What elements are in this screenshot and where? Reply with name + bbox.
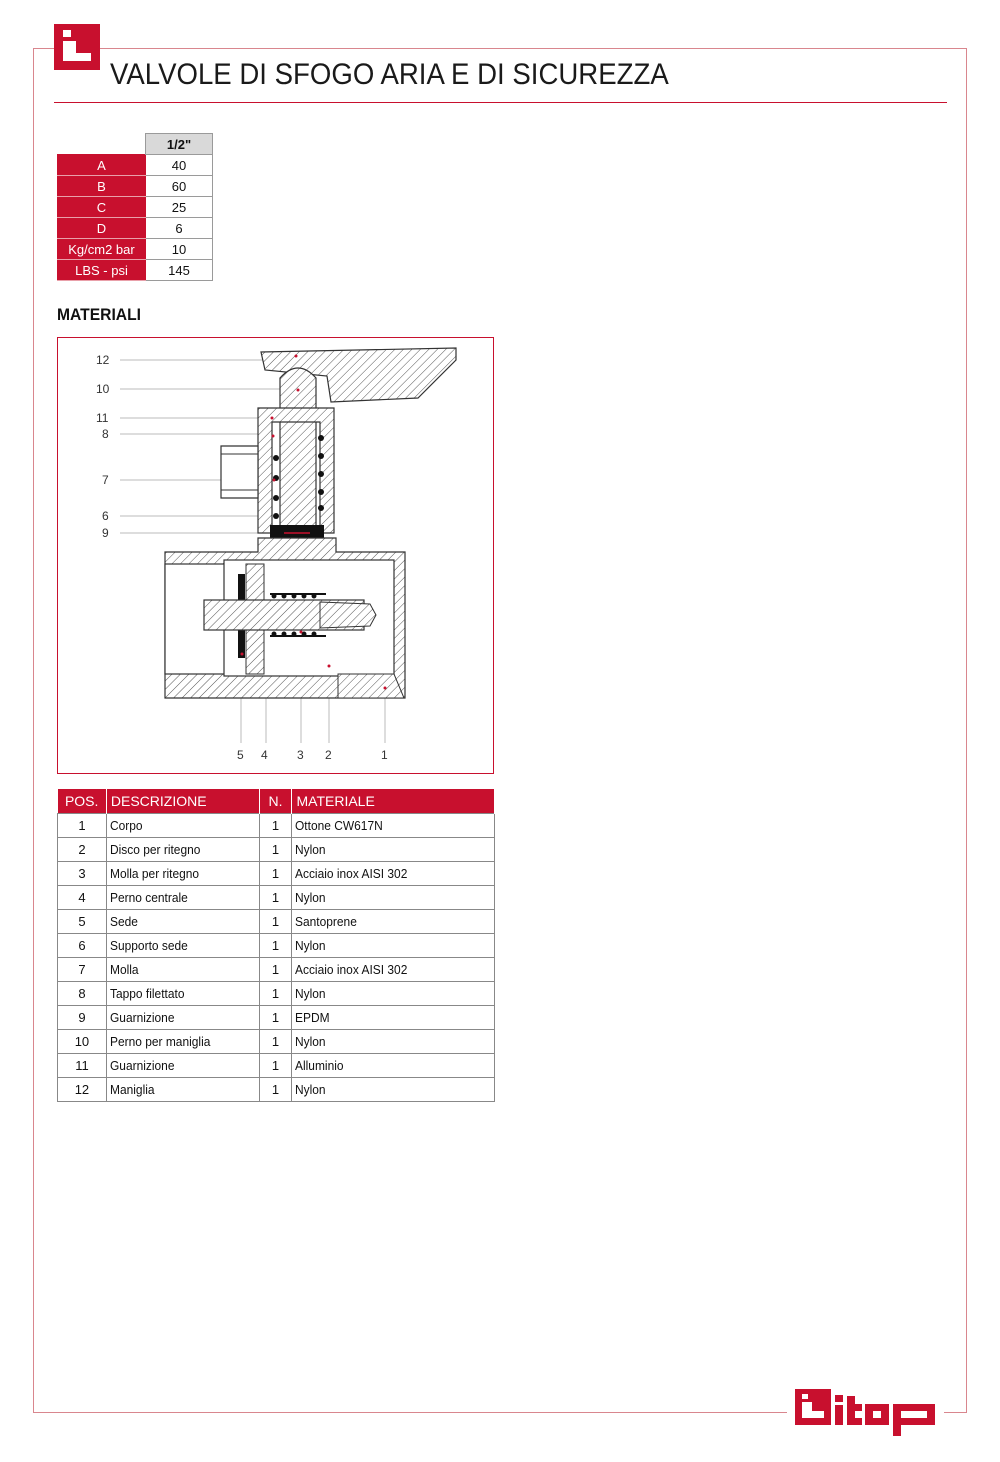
table-row bbox=[58, 886, 495, 910]
qty-cell: 1 bbox=[259, 1006, 292, 1030]
dims-label: Kg/cm2 bar bbox=[58, 239, 146, 260]
pos-cell: 10 bbox=[58, 1030, 107, 1054]
material-cell bbox=[292, 982, 495, 1006]
description-cell bbox=[106, 814, 259, 838]
itap-logo-icon bbox=[795, 1386, 937, 1438]
dims-label: B bbox=[58, 176, 146, 197]
callout-6: 6 bbox=[102, 509, 109, 523]
description-cell bbox=[106, 1078, 259, 1102]
frame-bottom-right bbox=[944, 1412, 967, 1413]
description-text: Maniglia bbox=[109, 1082, 155, 1097]
material-cell bbox=[292, 934, 495, 958]
frame-bottom bbox=[33, 1412, 787, 1413]
description-text: Guarnizione bbox=[109, 1010, 175, 1025]
material-text: Acciaio inox AISI 302 bbox=[295, 866, 408, 881]
frame-top bbox=[100, 48, 967, 49]
table-row bbox=[58, 1030, 495, 1054]
material-text: Santoprene bbox=[295, 914, 358, 929]
dims-row bbox=[58, 260, 213, 281]
qty-cell: 1 bbox=[259, 838, 292, 862]
material-text: Nylon bbox=[295, 1082, 327, 1097]
table-row bbox=[58, 958, 495, 982]
pos-cell: 11 bbox=[58, 1054, 107, 1078]
frame-left bbox=[33, 48, 34, 1412]
callout-12: 12 bbox=[96, 353, 110, 367]
dims-size-header: 1/2" bbox=[146, 134, 213, 155]
pos-cell: 9 bbox=[58, 1006, 107, 1030]
description-text: Molla bbox=[109, 962, 139, 977]
material-text: Nylon bbox=[295, 890, 327, 905]
dims-row bbox=[58, 239, 213, 260]
table-row bbox=[58, 1078, 495, 1102]
pos-cell: 12 bbox=[58, 1078, 107, 1102]
description-text: Perno centrale bbox=[109, 890, 188, 905]
frame-right bbox=[966, 48, 967, 1412]
dims-row bbox=[58, 197, 213, 218]
dims-label: LBS - psi bbox=[58, 260, 146, 281]
pos-cell: 4 bbox=[58, 886, 107, 910]
dims-corner bbox=[58, 134, 146, 155]
material-cell bbox=[292, 1030, 495, 1054]
qty-cell: 1 bbox=[259, 814, 292, 838]
table-row bbox=[58, 1054, 495, 1078]
dims-row bbox=[58, 218, 213, 239]
valve-section-svg bbox=[58, 338, 495, 775]
material-cell bbox=[292, 814, 495, 838]
table-row bbox=[58, 982, 495, 1006]
itap-logo bbox=[795, 1386, 937, 1438]
description-cell bbox=[106, 1030, 259, 1054]
description-cell bbox=[106, 958, 259, 982]
pos-cell: 8 bbox=[58, 982, 107, 1006]
description-cell bbox=[106, 934, 259, 958]
qty-cell: 1 bbox=[259, 1030, 292, 1054]
header-description: DESCRIZIONE bbox=[106, 789, 259, 814]
callout-7: 7 bbox=[102, 473, 109, 487]
dims-value: 40 bbox=[146, 155, 213, 176]
table-row bbox=[58, 1006, 495, 1030]
callout-10: 10 bbox=[96, 382, 110, 396]
brand-logo-icon bbox=[54, 24, 100, 70]
material-cell bbox=[292, 1054, 495, 1078]
dimensions-table bbox=[57, 133, 213, 281]
material-text: Nylon bbox=[295, 1034, 327, 1049]
description-text: Sede bbox=[109, 914, 138, 929]
description-text: Supporto sede bbox=[109, 938, 188, 953]
material-cell bbox=[292, 1006, 495, 1030]
description-cell bbox=[106, 886, 259, 910]
description-cell bbox=[106, 862, 259, 886]
parts-table bbox=[57, 789, 495, 1102]
pos-cell: 2 bbox=[58, 838, 107, 862]
callout-8: 8 bbox=[102, 427, 109, 441]
valve-section-drawing bbox=[57, 337, 494, 774]
dims-value: 60 bbox=[146, 176, 213, 197]
description-text: Corpo bbox=[109, 818, 143, 833]
dims-value: 145 bbox=[146, 260, 213, 281]
description-cell bbox=[106, 910, 259, 934]
qty-cell: 1 bbox=[259, 982, 292, 1006]
callout-5: 5 bbox=[237, 748, 244, 762]
dims-value: 25 bbox=[146, 197, 213, 218]
description-cell bbox=[106, 982, 259, 1006]
title-divider bbox=[54, 102, 947, 103]
callout-3: 3 bbox=[297, 748, 304, 762]
callout-11: 11 bbox=[96, 411, 109, 425]
material-text: EPDM bbox=[295, 1010, 331, 1025]
dims-row bbox=[58, 176, 213, 197]
page-title: VALVOLE DI SFOGO ARIA E DI SICUREZZA bbox=[110, 58, 669, 91]
header-pos: POS. bbox=[58, 789, 107, 814]
dims-label: D bbox=[58, 218, 146, 239]
material-cell bbox=[292, 886, 495, 910]
dims-row bbox=[58, 155, 213, 176]
description-cell bbox=[106, 838, 259, 862]
dims-value: 6 bbox=[146, 218, 213, 239]
materials-heading: MATERIALI bbox=[57, 305, 141, 324]
description-text: Guarnizione bbox=[109, 1058, 175, 1073]
table-row bbox=[58, 838, 495, 862]
callout-9: 9 bbox=[102, 526, 109, 540]
dims-label: A bbox=[58, 155, 146, 176]
table-row bbox=[58, 814, 495, 838]
material-text: Alluminio bbox=[295, 1058, 345, 1073]
description-text: Disco per ritegno bbox=[109, 842, 201, 857]
description-text: Tappo filettato bbox=[109, 986, 185, 1001]
callout-4: 4 bbox=[261, 748, 268, 762]
material-cell bbox=[292, 1078, 495, 1102]
material-cell bbox=[292, 862, 495, 886]
header-qty: N. bbox=[259, 789, 292, 814]
description-text: Molla per ritegno bbox=[109, 866, 199, 881]
pos-cell: 7 bbox=[58, 958, 107, 982]
dims-value: 10 bbox=[146, 239, 213, 260]
material-text: Ottone CW617N bbox=[295, 818, 384, 833]
qty-cell: 1 bbox=[259, 862, 292, 886]
description-cell bbox=[106, 1054, 259, 1078]
table-row bbox=[58, 934, 495, 958]
pos-cell: 5 bbox=[58, 910, 107, 934]
parts-header-row bbox=[58, 789, 495, 814]
description-cell bbox=[106, 1006, 259, 1030]
pos-cell: 1 bbox=[58, 814, 107, 838]
callout-2: 2 bbox=[325, 748, 332, 762]
header-material: MATERIALE bbox=[292, 789, 495, 814]
qty-cell: 1 bbox=[259, 886, 292, 910]
description-text: Perno per maniglia bbox=[109, 1034, 211, 1049]
material-cell bbox=[292, 838, 495, 862]
material-text: Acciaio inox AISI 302 bbox=[295, 962, 408, 977]
qty-cell: 1 bbox=[259, 934, 292, 958]
qty-cell: 1 bbox=[259, 1078, 292, 1102]
dims-label: C bbox=[58, 197, 146, 218]
qty-cell: 1 bbox=[259, 958, 292, 982]
pos-cell: 3 bbox=[58, 862, 107, 886]
callout-1: 1 bbox=[381, 748, 388, 762]
material-cell bbox=[292, 910, 495, 934]
material-text: Nylon bbox=[295, 938, 327, 953]
table-row bbox=[58, 862, 495, 886]
frame-top-left bbox=[33, 48, 54, 49]
pos-cell: 6 bbox=[58, 934, 107, 958]
qty-cell: 1 bbox=[259, 910, 292, 934]
table-row bbox=[58, 910, 495, 934]
material-cell bbox=[292, 958, 495, 982]
material-text: Nylon bbox=[295, 986, 327, 1001]
material-text: Nylon bbox=[295, 842, 327, 857]
qty-cell: 1 bbox=[259, 1054, 292, 1078]
